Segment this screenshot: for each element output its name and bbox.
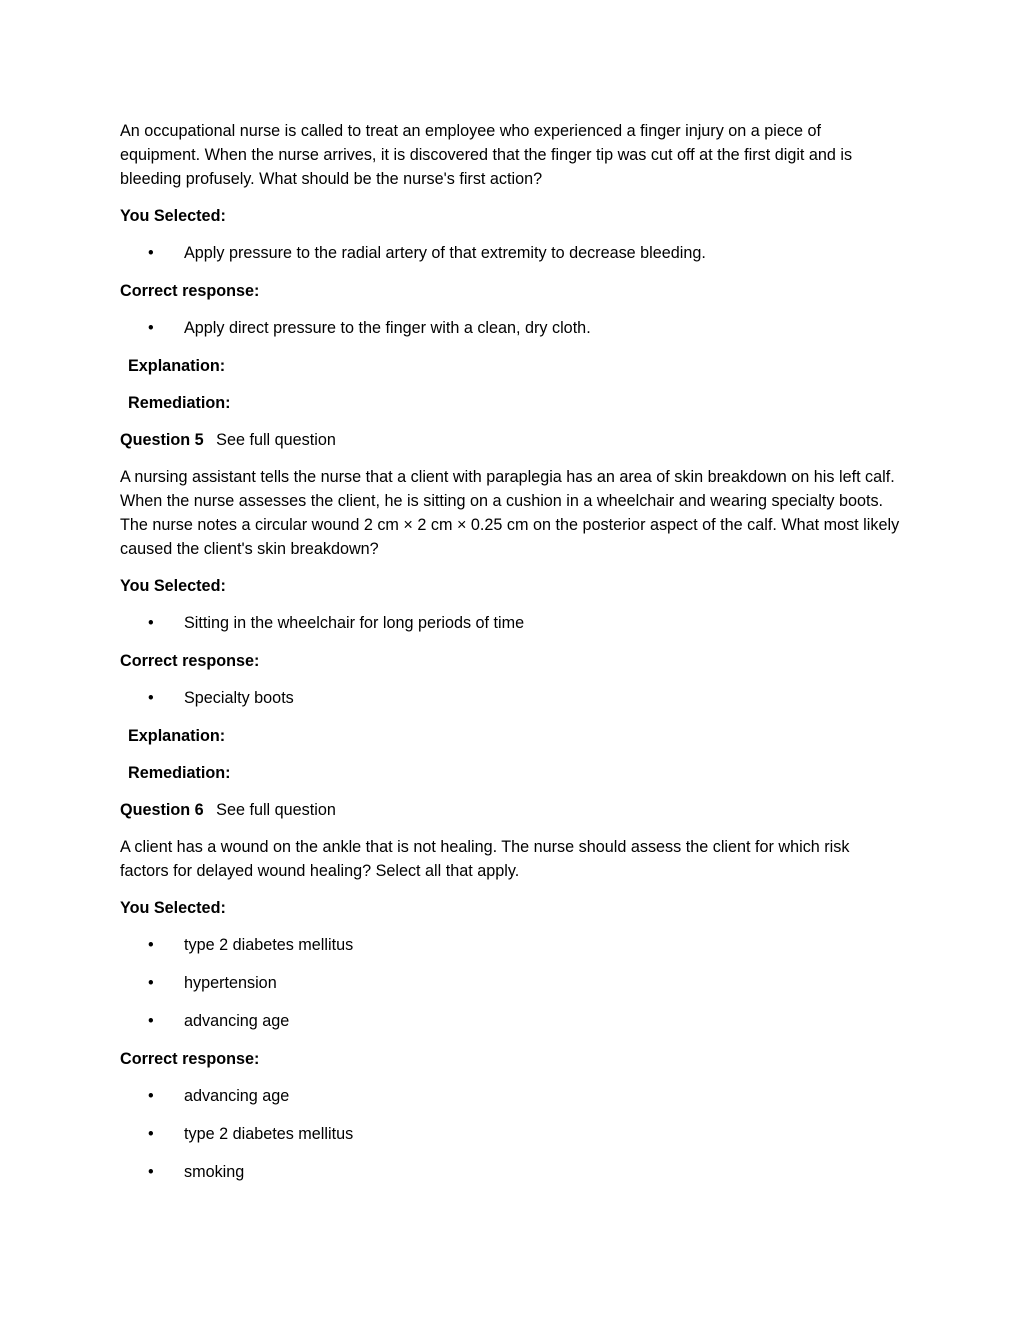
q6-correct-answer: advancing age: [184, 1087, 290, 1105]
q4-correct-list: [120, 316, 900, 340]
q5-header: [120, 428, 900, 452]
q6-number: Question 6: [120, 801, 204, 819]
q4-selected-list: [120, 241, 900, 265]
q5-selected-answer: Sitting in the wheelchair for long periods of time: [184, 614, 525, 632]
q6-selected-answer: hypertension: [184, 974, 277, 992]
q4-explanation-label: Explanation:: [128, 357, 226, 375]
q4-question-text: An occupational nurse is called to treat an employee who experienced a finger injury on a piece of equipment. When the nurse arrives, it is discovered that the finger tip was cut off at the first digit and is bleeding profusely. What should be the nurse's first action?: [120, 122, 853, 188]
list-item: [120, 316, 900, 340]
document-content: [120, 119, 900, 1198]
q6-selected-answer: advancing age: [184, 1012, 290, 1030]
list-item: [120, 611, 900, 635]
bullet-icon: •: [148, 319, 154, 337]
q5-correct-label: Correct response:: [120, 652, 260, 670]
q5-number: Question 5: [120, 431, 204, 449]
q5-correct-answer: Specialty boots: [184, 689, 294, 707]
list-item: [120, 933, 900, 957]
list-item: [120, 1084, 900, 1108]
q6-see-full-question-link[interactable]: See full question: [216, 801, 336, 819]
q5-question-text: A nursing assistant tells the nurse that a client with paraplegia has an area of skin breakdown on his left calf. When the nurse assesses the client, he is sitting on a cushion in a wheelchair and wearing specialty boots. The nurse notes a circular wound 2 cm × 2 cm × 0.25 cm on the posterior aspect of the calf. What most likely caused the client's skin breakdown?: [120, 468, 900, 558]
q4-you-selected-label: You Selected:: [120, 207, 226, 225]
bullet-icon: •: [148, 936, 154, 954]
q6-you-selected-label: You Selected:: [120, 899, 226, 917]
q5-see-full-question-link[interactable]: See full question: [216, 431, 336, 449]
q6-correct-list: [120, 1084, 900, 1184]
q5-selected-list: [120, 611, 900, 635]
q4-correct-answer: Apply direct pressure to the finger with a clean, dry cloth.: [184, 319, 591, 337]
q6-selected-list: [120, 933, 900, 1033]
list-item: [120, 1009, 900, 1033]
q5-correct-list: [120, 686, 900, 710]
list-item: [120, 971, 900, 995]
q6-correct-answer: type 2 diabetes mellitus: [184, 1125, 354, 1143]
bullet-icon: •: [148, 1087, 154, 1105]
q4-correct-label: Correct response:: [120, 282, 260, 300]
q6-question-text: A client has a wound on the ankle that is not healing. The nurse should assess the client for which risk factors for delayed wound healing? Select all that apply.: [120, 838, 850, 880]
list-item: [120, 1160, 900, 1184]
q5-remediation-label: Remediation:: [128, 764, 231, 782]
bullet-icon: •: [148, 689, 154, 707]
list-item: [120, 686, 900, 710]
q5-you-selected-label: You Selected:: [120, 577, 226, 595]
list-item: [120, 1122, 900, 1146]
q6-header: [120, 798, 900, 822]
q6-selected-answer: type 2 diabetes mellitus: [184, 936, 354, 954]
q6-correct-label: Correct response:: [120, 1050, 260, 1068]
bullet-icon: •: [148, 1163, 154, 1181]
bullet-icon: •: [148, 974, 154, 992]
bullet-icon: •: [148, 1125, 154, 1143]
q5-explanation-label: Explanation:: [128, 727, 226, 745]
q4-remediation-label: Remediation:: [128, 394, 231, 412]
q6-correct-answer: smoking: [184, 1163, 245, 1181]
q4-selected-answer: Apply pressure to the radial artery of that extremity to decrease bleeding.: [184, 244, 706, 262]
bullet-icon: •: [148, 1012, 154, 1030]
list-item: [120, 241, 900, 265]
bullet-icon: •: [148, 244, 154, 262]
bullet-icon: •: [148, 614, 154, 632]
